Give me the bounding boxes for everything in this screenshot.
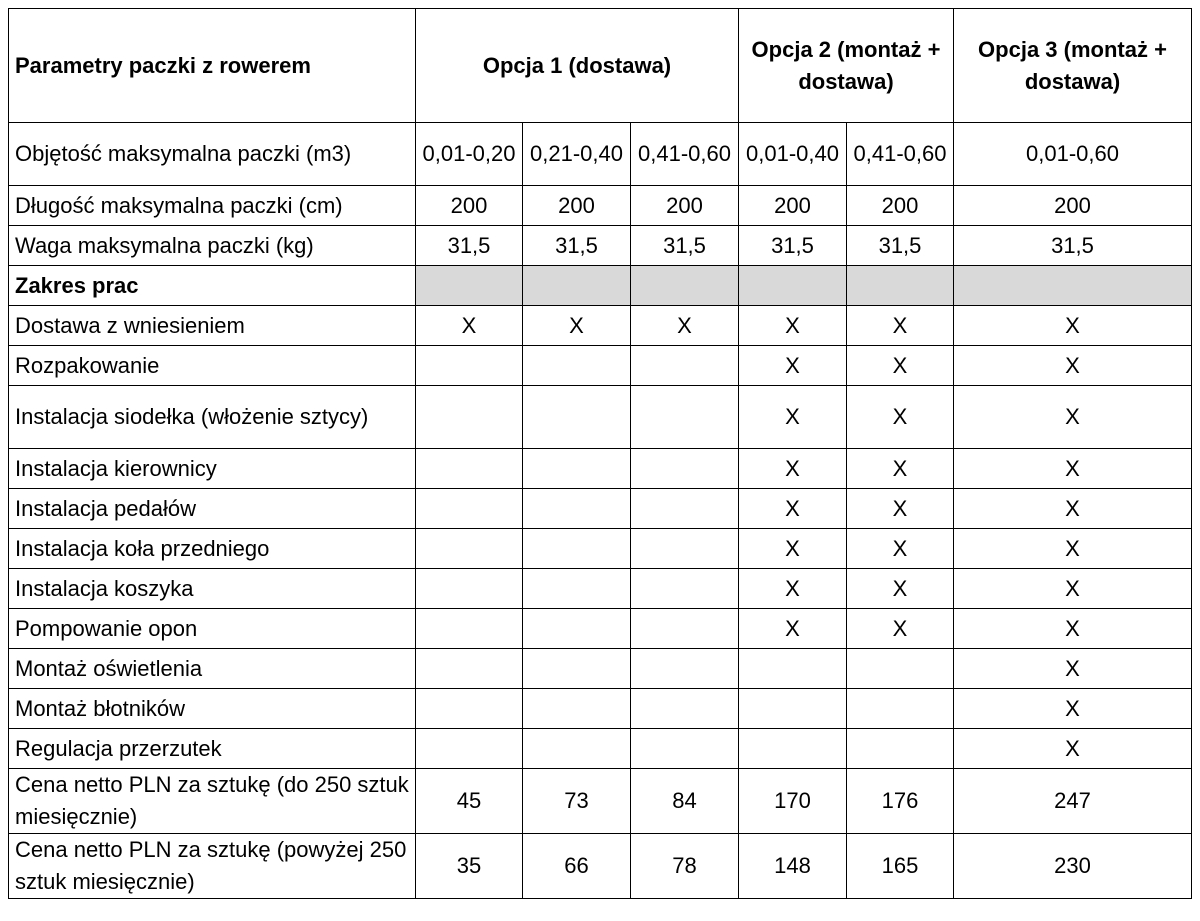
cell-value — [739, 689, 847, 729]
cell-value: X — [631, 306, 739, 346]
cell-value: X — [954, 609, 1192, 649]
cell-value — [631, 649, 739, 689]
cell-value — [416, 689, 523, 729]
cell-value: X — [954, 386, 1192, 449]
row-fenders — [9, 689, 1192, 729]
row-basket — [9, 569, 1192, 609]
section-filler — [739, 266, 847, 306]
row-lights — [9, 649, 1192, 689]
cell-value: 31,5 — [739, 226, 847, 266]
cell-value: X — [847, 449, 954, 489]
cell-value — [739, 649, 847, 689]
row-derailleur — [9, 729, 1192, 769]
cell-value: 31,5 — [523, 226, 631, 266]
row-label: Długość maksymalna paczki (cm) — [9, 186, 416, 226]
cell-value: 200 — [954, 186, 1192, 226]
cell-value — [416, 489, 523, 529]
cell-value: X — [739, 489, 847, 529]
header-row — [9, 9, 1192, 123]
cell-value: 31,5 — [954, 226, 1192, 266]
pricing-table — [8, 8, 1192, 899]
cell-value — [631, 346, 739, 386]
cell-value: X — [954, 569, 1192, 609]
row-label: Instalacja koła przedniego — [9, 529, 416, 569]
cell-value: X — [847, 306, 954, 346]
cell-value — [416, 346, 523, 386]
option2-header: Opcja 2 (montaż + dostawa) — [739, 9, 954, 123]
cell-value — [523, 569, 631, 609]
section-filler — [847, 266, 954, 306]
cell-value: 200 — [416, 186, 523, 226]
row-label: Montaż oświetlenia — [9, 649, 416, 689]
cell-value: 200 — [847, 186, 954, 226]
cell-value — [631, 489, 739, 529]
cell-value: 0,41-0,60 — [631, 123, 739, 186]
cell-value: 84 — [631, 769, 739, 834]
row-saddle — [9, 386, 1192, 449]
row-label: Dostawa z wniesieniem — [9, 306, 416, 346]
row-label: Cena netto PLN za sztukę (do 250 sztuk miesięcznie) — [9, 769, 416, 834]
cell-value: 31,5 — [416, 226, 523, 266]
row-price-high — [9, 834, 1192, 899]
cell-value — [631, 529, 739, 569]
cell-value: 66 — [523, 834, 631, 899]
cell-value — [416, 609, 523, 649]
cell-value: X — [954, 729, 1192, 769]
cell-value: X — [739, 529, 847, 569]
cell-value: 0,21-0,40 — [523, 123, 631, 186]
cell-value — [523, 346, 631, 386]
cell-value: X — [954, 689, 1192, 729]
cell-value: X — [739, 386, 847, 449]
row-label: Rozpakowanie — [9, 346, 416, 386]
row-delivery — [9, 306, 1192, 346]
cell-value: 247 — [954, 769, 1192, 834]
cell-value: 200 — [523, 186, 631, 226]
cell-value: 0,01-0,20 — [416, 123, 523, 186]
cell-value — [847, 729, 954, 769]
cell-value — [523, 649, 631, 689]
cell-value — [416, 529, 523, 569]
cell-value — [523, 449, 631, 489]
cell-value: X — [954, 449, 1192, 489]
cell-value: 200 — [631, 186, 739, 226]
row-scope-section — [9, 266, 1192, 306]
cell-value: 148 — [739, 834, 847, 899]
row-label: Montaż błotników — [9, 689, 416, 729]
row-label: Cena netto PLN za sztukę (powyżej 250 sztuk miesięcznie) — [9, 834, 416, 899]
cell-value — [631, 689, 739, 729]
cell-value: X — [847, 609, 954, 649]
option1-header: Opcja 1 (dostawa) — [416, 9, 739, 123]
cell-value — [523, 386, 631, 449]
cell-value — [739, 729, 847, 769]
cell-value: X — [954, 649, 1192, 689]
section-label: Zakres prac — [9, 266, 416, 306]
section-filler — [416, 266, 523, 306]
row-front-wheel — [9, 529, 1192, 569]
row-label: Pompowanie opon — [9, 609, 416, 649]
cell-value: X — [739, 346, 847, 386]
cell-value: X — [847, 529, 954, 569]
cell-value: X — [847, 386, 954, 449]
row-label: Instalacja pedałów — [9, 489, 416, 529]
cell-value — [631, 449, 739, 489]
cell-value — [631, 729, 739, 769]
cell-value — [631, 609, 739, 649]
row-label: Instalacja kierownicy — [9, 449, 416, 489]
cell-value: X — [523, 306, 631, 346]
cell-value: 170 — [739, 769, 847, 834]
cell-value: X — [954, 529, 1192, 569]
cell-value — [416, 729, 523, 769]
cell-value: 200 — [739, 186, 847, 226]
row-label: Instalacja siodełka (włożenie sztycy) — [9, 386, 416, 449]
row-label: Regulacja przerzutek — [9, 729, 416, 769]
cell-value: X — [739, 569, 847, 609]
cell-value: X — [416, 306, 523, 346]
cell-value — [416, 449, 523, 489]
cell-value: 31,5 — [847, 226, 954, 266]
cell-value: X — [739, 609, 847, 649]
cell-value — [416, 386, 523, 449]
cell-value — [631, 569, 739, 609]
cell-value — [847, 689, 954, 729]
cell-value: X — [954, 489, 1192, 529]
param-header: Parametry paczki z rowerem — [9, 9, 416, 123]
section-filler — [631, 266, 739, 306]
cell-value — [523, 489, 631, 529]
cell-value: 78 — [631, 834, 739, 899]
row-pedals — [9, 489, 1192, 529]
cell-value: X — [847, 569, 954, 609]
cell-value — [523, 729, 631, 769]
row-volume — [9, 123, 1192, 186]
row-label: Waga maksymalna paczki (kg) — [9, 226, 416, 266]
cell-value — [847, 649, 954, 689]
cell-value: 176 — [847, 769, 954, 834]
cell-value: X — [847, 489, 954, 529]
cell-value: X — [739, 306, 847, 346]
cell-value: X — [954, 346, 1192, 386]
cell-value: X — [954, 306, 1192, 346]
row-label: Objętość maksymalna paczki (m3) — [9, 123, 416, 186]
cell-value: 165 — [847, 834, 954, 899]
cell-value: 45 — [416, 769, 523, 834]
row-label: Instalacja koszyka — [9, 569, 416, 609]
option3-header: Opcja 3 (montaż + dostawa) — [954, 9, 1192, 123]
cell-value — [523, 689, 631, 729]
cell-value: 0,01-0,60 — [954, 123, 1192, 186]
row-handlebar — [9, 449, 1192, 489]
cell-value: 0,41-0,60 — [847, 123, 954, 186]
cell-value — [523, 609, 631, 649]
cell-value: 0,01-0,40 — [739, 123, 847, 186]
cell-value: X — [739, 449, 847, 489]
cell-value: 73 — [523, 769, 631, 834]
row-tyres — [9, 609, 1192, 649]
row-length — [9, 186, 1192, 226]
row-weight — [9, 226, 1192, 266]
cell-value: X — [847, 346, 954, 386]
row-price-low — [9, 769, 1192, 834]
cell-value: 35 — [416, 834, 523, 899]
cell-value — [523, 529, 631, 569]
cell-value — [416, 569, 523, 609]
row-unpacking — [9, 346, 1192, 386]
cell-value — [631, 386, 739, 449]
cell-value: 230 — [954, 834, 1192, 899]
cell-value — [416, 649, 523, 689]
cell-value: 31,5 — [631, 226, 739, 266]
section-filler — [523, 266, 631, 306]
section-filler — [954, 266, 1192, 306]
